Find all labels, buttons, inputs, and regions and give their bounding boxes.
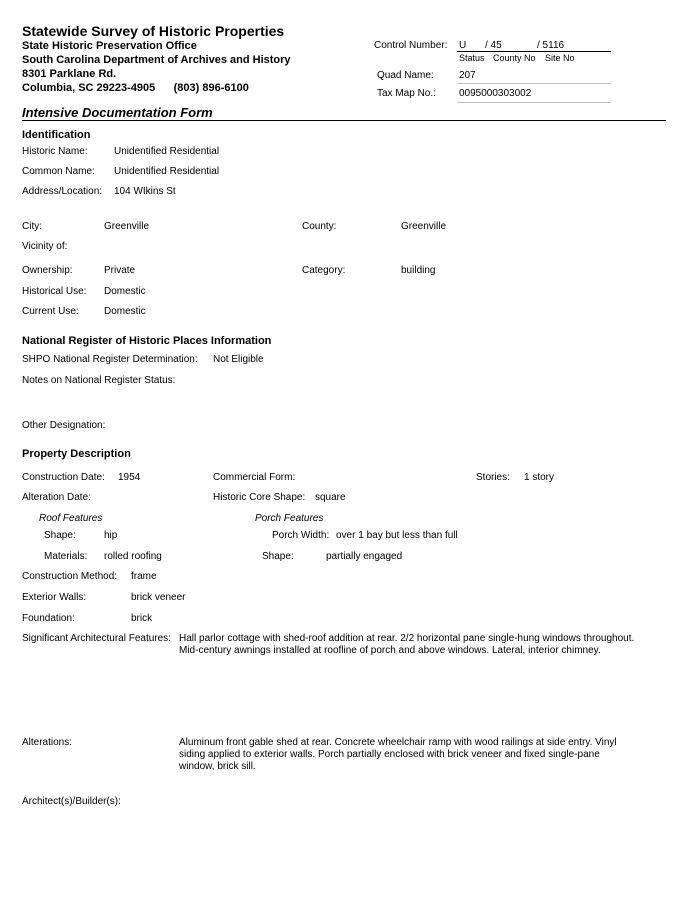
- porch-width-label: Porch Width:: [272, 530, 330, 541]
- current-use-value: Domestic: [104, 306, 146, 317]
- stories-value: 1 story: [524, 472, 555, 483]
- materials-label: Materials:: [44, 551, 88, 562]
- vicinity-label: Vicinity of:: [22, 241, 68, 252]
- tax-map-label: Tax Map No.:: [377, 88, 436, 99]
- porch-shape-value: partially engaged: [326, 551, 403, 562]
- category-label: Category:: [302, 265, 346, 276]
- property-description-heading: Property Description: [22, 448, 131, 460]
- office-name: State Historic Preservation Office: [22, 40, 197, 52]
- alterations-label: Alterations:: [22, 737, 73, 748]
- common-name-label: Common Name:: [22, 166, 95, 177]
- stories-label: Stories:: [476, 472, 510, 483]
- category-value: building: [401, 265, 436, 276]
- commercial-form-label: Commercial Form:: [213, 472, 296, 483]
- quad-name-value: 207: [459, 70, 476, 81]
- historic-name-label: Historic Name:: [22, 146, 88, 157]
- tax-map-value: 0095000303002: [459, 88, 532, 99]
- current-use-label: Current Use:: [22, 306, 79, 317]
- city-phone: Columbia, SC 29223-4905 (803) 896-6100: [22, 82, 249, 94]
- architect-builder-label: Architect(s)/Builder(s):: [22, 796, 121, 807]
- historic-name-value: Unidentified Residential: [114, 146, 220, 157]
- city-label: City:: [22, 221, 42, 232]
- county-value: Greenville: [401, 221, 447, 232]
- form-title: Intensive Documentation Form: [22, 105, 213, 120]
- alteration-date-label: Alteration Date:: [22, 492, 91, 503]
- department-name: South Carolina Department of Archives and History: [22, 54, 291, 66]
- foundation-value: brick: [131, 613, 153, 624]
- porch-features-heading: Porch Features: [255, 513, 324, 524]
- significant-features-label: Significant Architectural Features:: [22, 633, 171, 644]
- quad-name-label: Quad Name:: [377, 70, 434, 81]
- control-number-label: Control Number:: [374, 40, 448, 51]
- roof-shape-value: hip: [104, 530, 118, 541]
- materials-value: rolled roofing: [104, 551, 162, 562]
- ownership-value: Private: [104, 265, 136, 276]
- identification-heading: Identification: [22, 129, 91, 141]
- common-name-value: Unidentified Residential: [114, 166, 220, 177]
- other-designation-label: Other Designation:: [22, 420, 106, 431]
- control-underline: [457, 51, 611, 52]
- site-caption: Site No: [545, 53, 575, 63]
- status-caption: Status: [459, 53, 485, 63]
- address-label: Address/Location:: [22, 186, 103, 197]
- construction-date-label: Construction Date:: [22, 472, 105, 483]
- county-label: County:: [302, 221, 337, 232]
- construction-method-value: frame: [131, 571, 157, 582]
- porch-width-value: over 1 bay but less than full: [336, 530, 458, 541]
- exterior-walls-value: brick veneer: [131, 592, 186, 603]
- national-register-heading: National Register of Historic Places Information: [22, 335, 272, 347]
- construction-date-value: 1954: [118, 472, 141, 483]
- control-site: / 5116: [537, 40, 565, 51]
- city-value: Greenville: [104, 221, 150, 232]
- nr-determination-value: Not Eligible: [213, 354, 264, 365]
- county-caption: County No: [493, 53, 536, 63]
- historical-use-label: Historical Use:: [22, 286, 87, 297]
- alterations-value: Aluminum front gable shed at rear. Concrete wheelchair ramp with wood railings at side entry. Vinyl siding applied to exterior walls. Porch partially enclosed with brick veneer and fixed single-pane window, brick sill.: [179, 737, 617, 772]
- roof-shape-label: Shape:: [44, 530, 76, 541]
- tax-map-underline: [457, 102, 611, 103]
- porch-shape-label: Shape:: [262, 551, 294, 562]
- historical-use-value: Domestic: [104, 286, 146, 297]
- quad-underline: [457, 83, 611, 84]
- street-address: 8301 Parklane Rd.: [22, 68, 117, 80]
- roof-features-heading: Roof Features: [39, 513, 103, 524]
- exterior-walls-label: Exterior Walls:: [22, 592, 87, 603]
- form-title-rule: [22, 120, 666, 121]
- ownership-label: Ownership:: [22, 265, 73, 276]
- control-status: U: [459, 40, 467, 51]
- nr-determination-label: SHPO National Register Determination:: [22, 354, 198, 365]
- nr-notes-label: Notes on National Register Status:: [22, 375, 176, 386]
- significant-features-value: Hall parlor cottage with shed-roof addition at rear. 2/2 horizontal pane single-hung windows throughout. Mid-century awnings installed at roofline of porch and above windows. Lateral, interior chimney.: [179, 633, 635, 656]
- control-county: / 45: [485, 40, 502, 51]
- core-shape-label: Historic Core Shape:: [213, 492, 306, 503]
- address-value: 104 WIkins St: [114, 186, 176, 197]
- construction-method-label: Construction Method:: [22, 571, 118, 582]
- core-shape-value: square: [315, 492, 346, 503]
- foundation-label: Foundation:: [22, 613, 75, 624]
- page-title: Statewide Survey of Historic Properties: [22, 23, 285, 39]
